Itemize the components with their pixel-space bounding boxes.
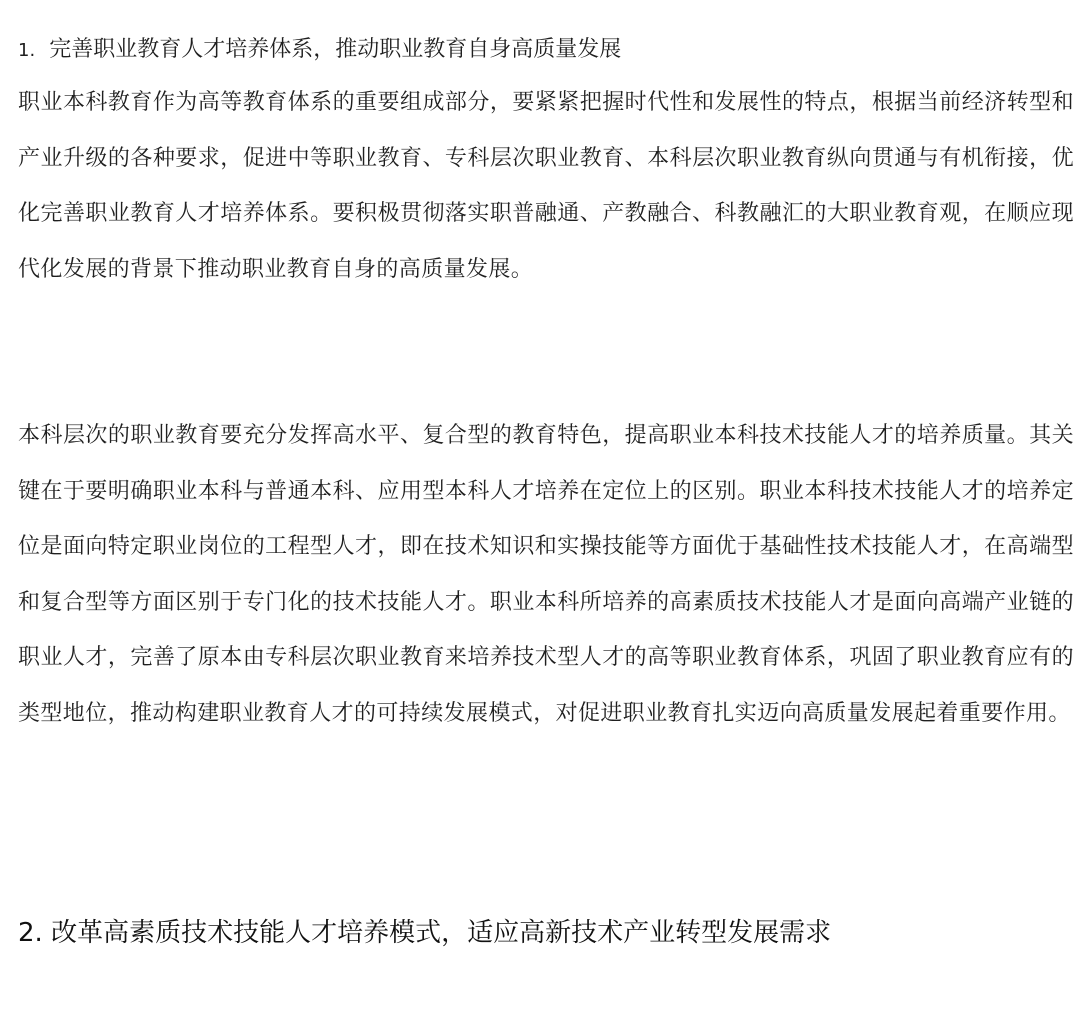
section-2-heading: 2. 改革高素质技术技能人才培养模式，适应高新技术产业转型发展需求 <box>18 918 832 948</box>
paragraph: 本科层次的职业教育要充分发挥高水平、复合型的教育特色，提高职业本科技术技能人才的培养质量。其关键在于要明确职业本科与普通本科、应用型本科人才培养在定位上的区别。职业本科技术技能人才的培养定位是面向特定职业岗位的工程型人才，即在技术知识和实操技能等方面优于基础性技术技能人才，在高端型和复合型等方面区别于专门化的技术技能人才。职业本科所培养的高素质技术技能人才是面向高端产业链的职业人才，完善了原本由专科层次职业教育来培养技术型人才的高等职业教育体系，巩固了职业教育应有的类型地位，推动构建职业教育人才的可持续发展模式，对促进职业教育扎实迈向高质量发展起着重要作用。 <box>18 423 1074 726</box>
section-1-number: 1. <box>18 40 36 61</box>
section-1-heading <box>18 30 621 71</box>
paragraph: 职业本科教育作为高等教育体系的重要组成部分，要紧紧把握时代性和发展性的特点，根据当前经济转型和产业升级的各种要求，促进中等职业教育、专科层次职业教育、本科层次职业教育纵向贯通与有机衔接，优化完善职业教育人才培养体系。要积极贯彻落实职普融通、产教融合、科教融汇的大职业教育观，在顺应现代化发展的背景下推动职业教育自身的高质量发展。 <box>18 90 1074 282</box>
section-1-title: 完善职业教育人才培养体系，推动职业教育自身高质量发展 <box>49 37 622 62</box>
